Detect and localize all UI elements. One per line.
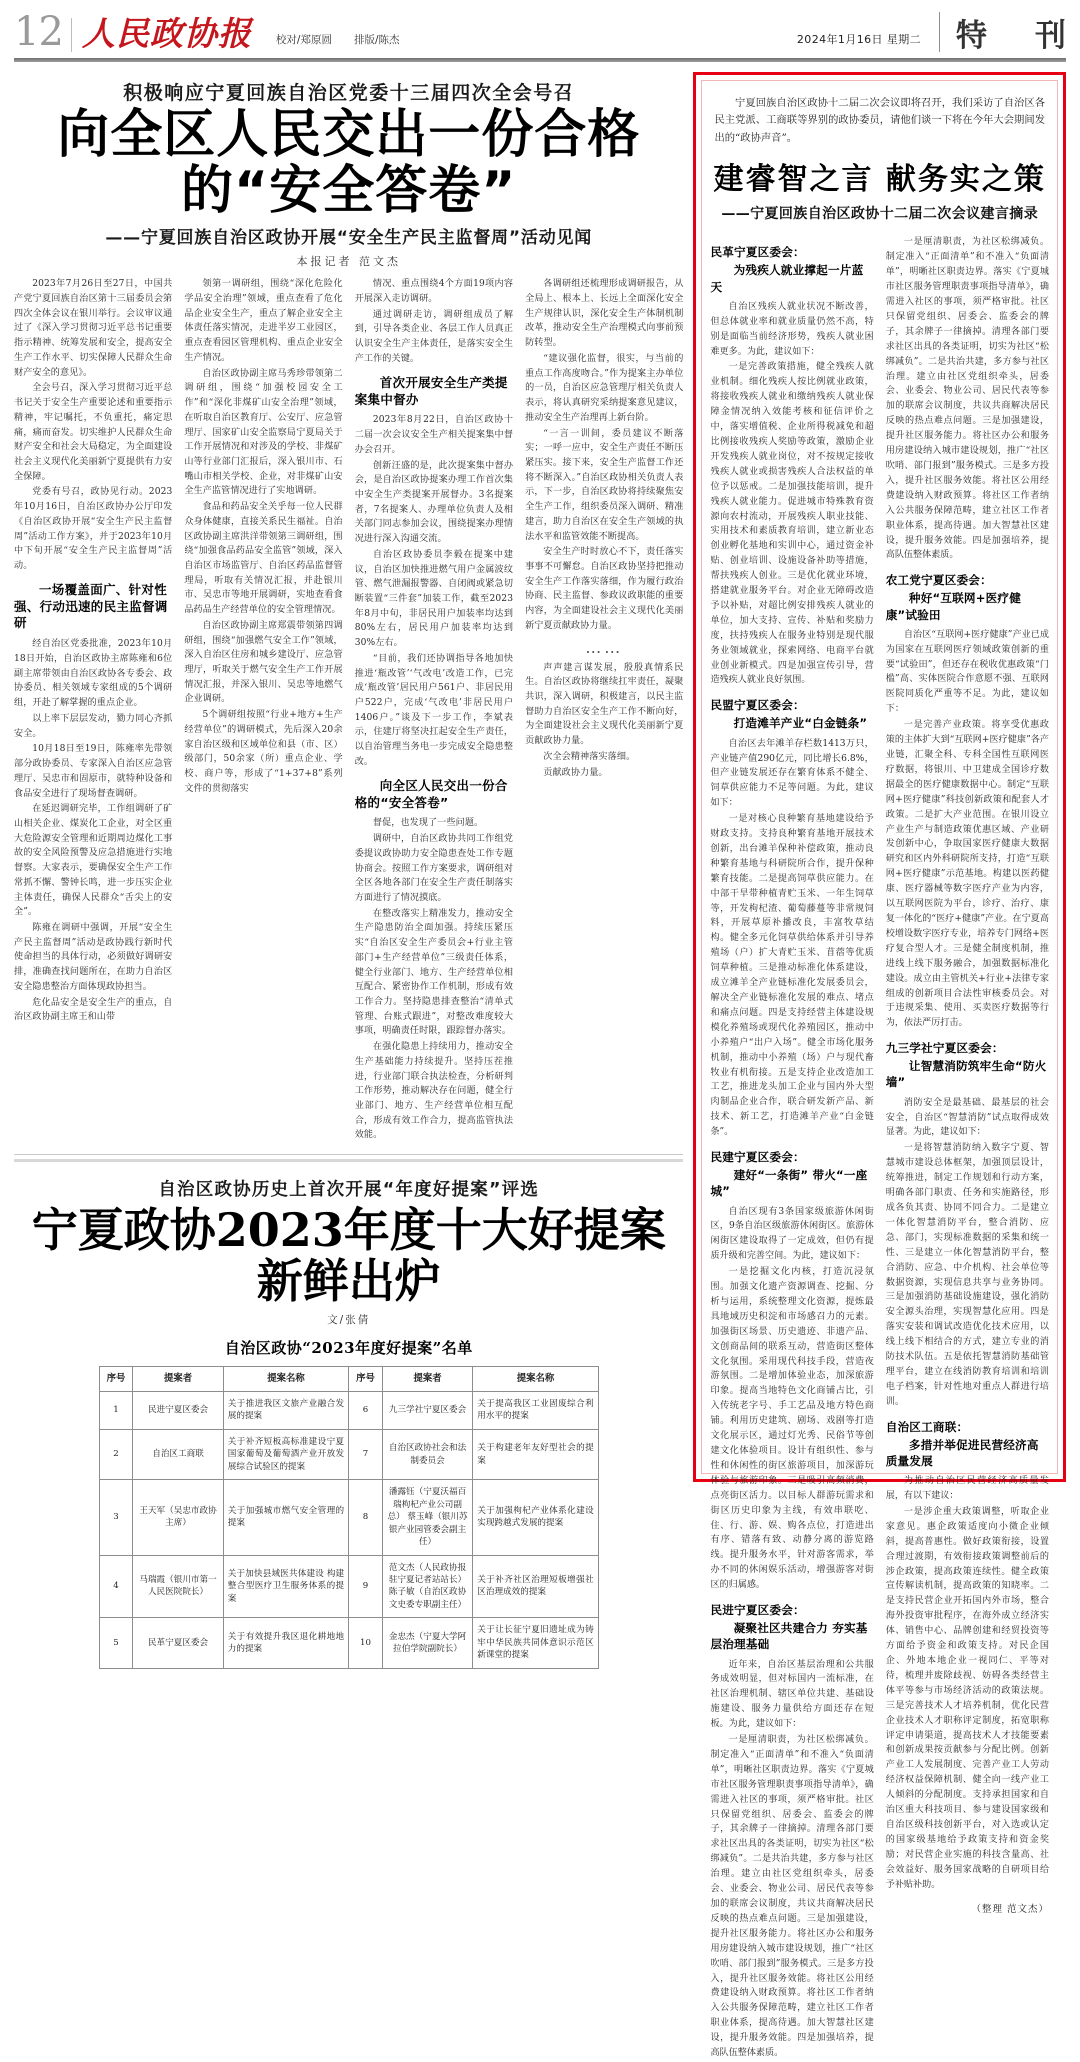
cell-seq: 4 xyxy=(99,1555,133,1618)
paragraph: 近年来，自治区基层治理和公共服务成效明显，但对标国内一流标准，在社区治理机制、辖区单位共建、基础设施建设、服务力量供给方面还存在短板。为此，建议如下： xyxy=(710,1659,874,1730)
section-char-te: 特 xyxy=(956,18,987,54)
paragraph: 消防安全是最基础、最基层的社会安全，自治区“智慧消防”试点取得成效显著。为此，建议如下： xyxy=(885,1097,1049,1138)
cell-proposer: 民革宁夏区委会 xyxy=(133,1618,223,1668)
paragraph: 督促，也发现了一些问题。 xyxy=(372,818,484,829)
feature-org: 九三学社宁夏区委会： xyxy=(885,1041,1004,1056)
cell-proposal: 关于补齐社区治理短板增强社区治理成效的提案 xyxy=(473,1555,598,1618)
paragraph: 一是厘清职责，为社区松绑减负。制定准入“正面清单”和不准入“负面清单”，明晰社区职责边界。落实《宁夏城市社区服务管理职责事项指导清单》，确需进入社区的事项，须严格审批。社区只保留党组织、居委会、监委会的牌子，其余牌子一律摘掉。清理各部门要求社区出具的各类证明，切实为社区“松绑减负”。二是共治共建，多方参与社区治理。建立由社区党组织牵头，居委会、业委会、物业公司、居民代表等参加的联席会议制度，共议共商解决居民反映的热点难点问题。三是加强建设，提升社区服务能力。将社区办公和服务用房建设纳入城市建设规划，推广“社区吹哨、部门报到”服务模式。三是多方投入，提升社区服务效能。将社区公用经费建设纳入财政预算。将社区工作者纳入公共服务保障范畴，建立社区工作者职业体系，提高待遇。加大智慧社区建设，提升服务效能。四是加强培养，提高队伍整体素质。 xyxy=(710,1735,874,2059)
feature-intro: 宁夏回族自治区政协十二届二次会议即将召开，我们采访了自治区各民主党派、工商联等界别的政协委员，请他们谈一下将在今年大会期间发出的“政协声音”。 xyxy=(714,97,1045,144)
article1-subhead-1: 一场覆盖面广、针对性强、行动迅速的民主监督调研 xyxy=(14,581,168,631)
feature-body xyxy=(886,1096,1049,1410)
page-body xyxy=(14,72,1066,2059)
paragraph-separator-dots: …… xyxy=(585,637,624,657)
paragraph: 一是完善政策措施，健全残疾人就业机制。细化残疾人按比例就业政策，将接收残疾人就业和缴纳残疾人就业保障金情况纳入效能考核和征信评价之中，落实增值税、企业所得税减免和超比例接收残疾人奖励等政策，激励企业开发残疾人就业岗位，对不按规定接收残疾人就业或损害残疾人合法权益的单位予以惩戒。二是加强技能培训，提升残疾人就业能力。促进城市特殊教育资源向农村流动，开展残疾人职业技能、实用技术和素质教育培训，建立新业态创业孵化基地和实训中心，通过资金补贴、创业培训、设施设备补助等措施，帮扶残疾人创业。三是优化就业环境，搭建就业服务平台。对企业无障碍改造予以补贴，对超比例安排残疾人就业的单位，加大支持、宣传、补贴和奖励力度，扶持残疾人在服务业特别是现代服务业领域就业，探索网络、电商平台就业创业新模式。四是加强宣传引导，营造残疾人就业良好氛围。 xyxy=(710,362,874,686)
column-text xyxy=(355,277,513,366)
paragraph: “建议强化监督，很实，与当前的重点工作高度吻合。”作为提案主办单位的一员，自治区应急管理厅相关负责人表示，将认真研究采纳提案意见建议，推动安全生产治理再上新台阶。 xyxy=(525,353,684,423)
article-2 xyxy=(14,1176,683,1669)
publication-date: 2024年1月16日 星期二 xyxy=(796,33,921,46)
cell-proposer: 马瑞霞（银川市第一人民医院院长） xyxy=(133,1555,223,1618)
paragraph: 一是涉企重大政策调整，听取企业家意见。惠企政策适度向小微企业倾斜，提高普惠性。做好政策衔接，设置合理过渡期，有效衔接政策调整前后的涉企政策，提高政策连续性。健全政策宣传解读机制，提高政策的知晓率。二是支持民营企业开拓国内外市场，整合海外投资审批程序，在海外成立经济实体、销售中心、品牌创建和经贸投资等方面给予资金和政策支持。对民企国企、外地本地企业一视同仁、平等对待，梳理并废除歧视、妨碍各类经营主体平等参与市场经济活动的政策法规。三是完善技术人才培养机制，优化民营企业技术人才职称评定制度，拓宽职称评定申请渠道，提高技术人才技能要素和创新成果按贡献参与分配比例。创新产业工人发展制度、完善产业工人劳动经济权益保障机制、健全向一线产业工人倾斜的分配制度。支持承担国家和自治区重大科技项目、参与建设国家级和自治区级科技创新平台，对入选或认定的国家级基地给予政策支持和资金奖励；对民营企业实施的科技含量高、社会效益好、服务国家战略的自研项目给予补贴补助。 xyxy=(885,1506,1049,1890)
paragraph: 5个调研组按照“行业+地方+生产经营单位”的调研模式，先后深入20余家自治区级和区域单位和县（市、区）级部门，50余家（所）重点企业、学校、商户等，形成了“1+37+8”系列文件的贯彻落实 xyxy=(184,710,343,794)
cell-seq: 8 xyxy=(349,1480,383,1555)
table-row xyxy=(99,1392,598,1430)
cell-proposer: 范文杰（人民政协报驻宁夏记者站站长） 陈子敏（自治区政协文史委专职副主任） xyxy=(382,1555,472,1618)
masthead xyxy=(14,0,1066,55)
paragraph: 一是厘清职责，为社区松绑减负。制定准入“正面清单”和不准入“负面清单”，明晰社区职责边界。落实《宁夏城市社区服务管理职责事项指导清单》，确需进入社区的事项，须严格审批。社区只保留党组织、居委会、监委会的牌子，其余牌子一律摘掉。清理各部门要求社区出具的各类证明，切实为社区“松绑减负”。二是共治共建，多方参与社区治理。建立由社区党组织牵头，居委会、业委会、物业公司、居民代表等参加的联席会议制度，共议共商解决居民反映的热点难点问题。三是加强建设，提升社区服务能力。将社区办公和服务用房建设纳入城市建设规划，推广“社区吹哨、部门报到”服务模式。三是多方投入，提升社区服务效能。将社区公用经费建设纳入财政预算。将社区工作者纳入公共服务保障范畴，建立社区工作者职业体系，提高待遇。加大智慧社区建设，提升服务效能。四是加强培养，提高队伍整体素质。 xyxy=(885,237,1049,561)
page-number: 12 xyxy=(14,9,63,55)
proposal-table xyxy=(99,1366,599,1668)
paragraph: 经自治区党委批准，2023年10月18日开始，自治区政协主席陈雍和6位副主席带领由自治区政协各专委会、政协委员、相关领域专家组成的5个调研组，开赴了解掌握的重点企业。 xyxy=(14,639,173,709)
cell-proposal: 关于构建老年友好型社会的提案 xyxy=(473,1429,598,1479)
th-seq-1: 序号 xyxy=(99,1367,133,1392)
cell-proposal: 关于有效提升我区退化耕地地力的提案 xyxy=(223,1618,348,1668)
cell-proposer: 九三学社宁夏区委会 xyxy=(382,1392,472,1430)
article1-column-2 xyxy=(184,277,342,1144)
paragraph: 以上率下层层发动，勠力同心齐抓安全。 xyxy=(14,713,173,739)
proposal-table-body xyxy=(99,1392,598,1669)
paragraph: 次全会精神落实落细。 xyxy=(543,751,636,762)
article1-kicker: 积极响应宁夏回族自治区党委十三届四次全会号召 xyxy=(123,82,575,104)
paragraph: 各调研组还梳理形成调研报告，从全局上、根本上、长远上全面深化安全生产规律认识，深化安全生产体制机制改革，推动安全生产治理模式向事前预防转型。 xyxy=(525,279,684,349)
masthead-credits xyxy=(276,32,400,52)
paragraph: 食品和药品安全关乎每一位人民群众身体健康，直接关系民生福祉。自治区政协副主席洪洋带领第三调研组，围绕“加强食品药品安全监管”领域，深入自治区市场监管厅、自治区药品监督管理局，听取有关情况汇报，并赴银川市、吴忠市等地开展调研，实地查看食品药品生产经营单位的安全管理情况。 xyxy=(184,502,343,616)
cell-proposal: 关于让长征宁夏旧遗址成为铸牢中华民族共同体意识示范区新课堂的提案 xyxy=(473,1618,598,1668)
column-text xyxy=(14,277,172,573)
paragraph: 陈雍在调研中强调，开展“安全生产民主监督周”活动是政协践行新时代使命担当的具体行动，必须做好调研安排，准确查找问题所在，在助力自治区安全隐患整治方面体现政协担当。 xyxy=(14,922,173,992)
paragraph: 自治区现有3条国家级旅游休闲街区，9条自治区级旅游休闲街区。旅游休闲街区建设取得了一定成效，但仍有提质升级和完善空间。为此，建议如下： xyxy=(710,1206,874,1262)
paragraph: 通过调研走访，调研组成员了解到，引导各类企业、各层工作人员真正认识安全生产主体责任，是落实安全生产工作的关键。 xyxy=(354,309,514,364)
feature-org: 民建宁夏区委会： xyxy=(710,1150,805,1165)
paragraph: 为推动自治区民营经济高质量发展，有以下建议： xyxy=(885,1476,1049,1502)
paragraph: 2023年8月22日，自治区政协十二届一次会议安全生产相关提案集中督办会召开。 xyxy=(354,415,514,455)
feature-proposal-title: 为残疾人就业撑起一片蓝天 xyxy=(710,263,864,294)
cell-proposer: 自治区工商联 xyxy=(133,1429,223,1479)
feature-column-2 xyxy=(886,235,1049,2062)
cell-proposal: 关于加强城市燃气安全管理的提案 xyxy=(223,1480,348,1555)
cell-proposal: 关于补齐短板高标准建设宁夏国家葡萄及葡萄酒产业开放发展综合试验区的提案 xyxy=(223,1429,348,1479)
paragraph: 10月18日至19日，陈雍率先带领部分政协委员、专家深入自治区应急管理厅、吴忠市和固原市，就特种设备和食品安全进行了现场督查调研。 xyxy=(14,744,173,799)
article2-title: 宁夏政协2023年度十大好提案新鲜出炉 xyxy=(31,1203,666,1308)
paragraph: 在整改落实上精准发力，推动安全生产隐患防治全面加强。持续压紧压实“自治区安全生产委员会+行业主管部门+生产经营单位”三级责任体系，健全行业部门、地方、生产经营单位相互配合、紧密协作工作机制，形成有效工作合力。坚持隐患排查整治“清单式管理、台账式跟进”，对整改难度较大事项，明确责任时限，跟踪督办落实。 xyxy=(354,908,514,1037)
feature-zone xyxy=(693,72,1066,2059)
paragraph: 安全生产时时放心不下，责任落实事事不可懈怠。自治区政协坚持把推动安全生产工作落实落细，作为履行政治协商、民主监督、参政议政职能的重要内容，为全面建设社会主义现代化美丽新宁夏贡献政协力量。 xyxy=(525,547,684,631)
article1-subhead-3: 向全区人民交出一份合格的“安全答卷” xyxy=(354,777,508,810)
table-row xyxy=(99,1480,598,1555)
feature-org: 自治区工商联： xyxy=(885,1419,969,1434)
feature-proposal-title: 多措并举促进民营经济高质量发展 xyxy=(885,1437,1039,1468)
cell-proposer: 自治区政协社会和法制委员会 xyxy=(382,1429,472,1479)
paragraph: 调研中，自治区政协共同工作组党委提议政协助力安全隐患查处工作专题协商会。按照工作方案要求，调研组对全区各地各部门在安全生产责任制落实方面进行了情况摸底。 xyxy=(354,834,514,903)
article-separator-rule-thick xyxy=(14,1159,683,1162)
paragraph: 贡献政协力量。 xyxy=(543,767,608,778)
table-row xyxy=(99,1429,598,1479)
paragraph: 党委有号召，政协见行动。2023年10月16日，自治区政协办公厅印发《自治区政协开展“安全生产民主监督周”活动工作方案》，并于2023年10月中下旬开展“安全生产民主监督周”活动。 xyxy=(14,487,173,571)
article1-column-4 xyxy=(525,277,683,1144)
masthead-divider-2 xyxy=(939,12,940,52)
cell-proposal: 关于加快县域医共体建设 构建整合型医疗卫生服务体系的提案 xyxy=(223,1555,348,1618)
feature-body xyxy=(710,1205,873,1594)
feature-inner-box xyxy=(701,80,1058,2059)
feature-body xyxy=(710,737,873,1140)
paragraph: 自治区政协副主席郑震带领第四调研组，围绕“加强燃气安全工作”领域，深入自治区住房和城乡建设厅、应急管理厅，听取关于燃气安全生产工作开展情况汇报，并深入银川、吴忠等地燃气企业调研。 xyxy=(184,620,343,705)
feature-body xyxy=(886,1474,1049,1892)
proposal-table-title: 自治区政协“2023年度好提案”名单 xyxy=(224,1339,473,1358)
article-separator-rule xyxy=(14,1154,683,1155)
feature-org: 农工党宁夏区委会： xyxy=(885,573,992,588)
paper-name: 人民政协报 xyxy=(81,14,252,53)
feature-proposal-title: 建好“一条街” 带火“一座城” xyxy=(710,1168,868,1199)
paragraph: 一是对核心良种繁育基地建设给予财政支持。支持良种繁育基地开展技术创新，出台滩羊保种补偿政策，推动良种繁育基地与科研院所合作，提升保种繁育技能。二是提高饲草供应能力。在中部干旱带种植青贮玉米、一年生饲草等，开发枸杞渣、葡萄藤蔓等非常规饲料，开展草原补播改良，丰富牧草结构。健全多元化饲草供给体系并引导养殖场（户）扩大青贮玉米、苜蓿等优质饲草种植。三是推动标准化体系建设，成立滩羊全产业链标准化发展委员会，解决全产业链标准化发展的难点、堵点和痛点问题。四是支持经营主体建设规模化养殖场或现代化养殖园区，推动中小养殖户“出户入场”。健全市场化服务机制，推动中小养殖（场）户与现代畜牧业有机衔接。五是支持企业改造加工工艺，推进龙头加工企业与国内外大型肉制品企业合作，联合研发新产品、新技术、新工艺，打造滩羊产业“白金链条”。 xyxy=(710,814,874,1138)
paragraph: 情况、重点围绕4个方面19项内容开展深入走访调研。 xyxy=(354,279,514,305)
feature-org: 民盟宁夏区委会： xyxy=(710,698,805,713)
article1-columns xyxy=(14,277,683,1144)
feature-body-continued xyxy=(886,235,1049,563)
feature-body xyxy=(710,1658,873,2061)
column-text xyxy=(355,413,513,769)
paragraph: 自治区残疾人就业状况不断改善，但总体就业率和就业质量仍然不高，特别是面临当前经济形势，残疾人就业困难更多。为此，建议如下： xyxy=(710,301,874,357)
column-text xyxy=(355,816,513,1143)
th-proposer-2: 提案者 xyxy=(382,1367,472,1392)
cell-seq: 10 xyxy=(349,1618,383,1668)
article1-subtitle: ——宁夏回族自治区政协开展“安全生产民主监督周”活动见闻 xyxy=(105,228,593,249)
feature-columns xyxy=(710,235,1049,2062)
article1-title: 向全区人民交出一份合格的“安全答卷” xyxy=(57,105,641,222)
paragraph: 自治区去年滩羊存栏数1413万只，产业链产值290亿元，同比增长6.8%，但产业链发展还存在繁育体系不健全、饲草供应能力不足等问题。为此，建议如下： xyxy=(710,738,874,809)
feature-proposal-title: 打造滩羊产业“白金链条” xyxy=(733,716,868,731)
paragraph: 自治区政协副主席马秀珍带领第二调研组，围绕“加强校园安全工作”和“深化非煤矿山安全治理”领域，在听取自治区教育厅、公安厅、应急管理厅、国家矿山安全监察局宁夏局关于工作开展情况和对涉及的学校、非煤矿山等行业部门汇报后，深入银川市、石嘴山市相关学校、企业，对非煤矿山安全生产监管情况进行了实地调研。 xyxy=(184,368,343,497)
cell-proposer: 潘露钰（宁夏沃福百瑞枸杞产业公司副总） 蔡玉峰（银川苏银产业园管委会副主任） xyxy=(382,1480,472,1555)
table-row xyxy=(99,1618,598,1668)
cell-proposer: 王天军（吴忠市政协主席） xyxy=(133,1480,223,1555)
feature-body xyxy=(710,300,873,689)
feature-proposal-title: 凝聚社区共建合力 夯实基层治理基础 xyxy=(710,1621,868,1652)
cell-seq: 6 xyxy=(349,1392,383,1430)
paragraph: 在延迟调研完毕，工作组调研了矿山相关企业、煤炭化工企业，对全区重大危险源安全管理和近期周边煤化工事故的安全风险预警及应急措施进行实地督察。大家表示，要确保安全生产工作常抓不懈、警钟长鸣，进一步压实企业主体责任，确保人民群众“舌尖上的安全”。 xyxy=(14,804,173,918)
feature-body xyxy=(886,628,1049,1031)
paragraph: 领第一调研组，围绕“深化危险化学品安全治理”领域，重点查看了危化品企业安全生产，重点了解企业安全主体责任落实情况，走进半岁工业园区，重点查看园区管理机构、重点企业安全生产情况。 xyxy=(184,279,343,363)
cell-proposal: 关于提高我区工业固废综合利用水平的提案 xyxy=(473,1392,598,1430)
th-seq-2: 序号 xyxy=(349,1367,383,1392)
article1-column-1 xyxy=(14,277,172,1144)
paragraph: 在强化隐患上持续用力，推动安全生产基础能力持续提升。坚持压茬推进，行业部门联合执法检查，分析研判工作形势，推动解决存在问题，健全行业部门、地方、生产经营单位相互配合，形成有效工作合力，提高监管执法效能。 xyxy=(354,1042,514,1141)
cell-seq: 3 xyxy=(99,1480,133,1555)
masthead-divider xyxy=(71,18,72,52)
proofreader-credit: 校对/郑原圆 xyxy=(275,34,332,46)
th-proposer-1: 提案者 xyxy=(133,1367,223,1392)
article1-byline: 本报记者 范文杰 xyxy=(296,255,401,269)
paragraph: 危化品安全是安全生产的重点，自治区政协副主席王和山带 xyxy=(14,997,173,1023)
column-text xyxy=(14,637,172,1025)
cell-proposal: 关于推进我区文旅产业融合发展的提案 xyxy=(223,1392,348,1430)
cell-seq: 2 xyxy=(99,1429,133,1479)
th-proposal-1: 提案名称 xyxy=(223,1367,348,1392)
article1-subhead-2: 首次开展安全生产类提案集中督办 xyxy=(354,374,508,407)
paragraph: 2023年7月26日至27日，中国共产党宁夏回族自治区第十三届委员会第四次全体会议在银川举行。会议审议通过了《深入学习贯彻习近平总书记重要指示精神、统筹发展和安全，提高安全生产工作水平、切实保障人民群众生命财产安全的意见》。 xyxy=(14,279,173,378)
cell-proposer: 金忠杰（宁夏大学阿拉伯学院副院长） xyxy=(382,1618,472,1668)
column-text xyxy=(184,277,342,796)
cell-seq: 1 xyxy=(99,1392,133,1430)
paragraph: 声声建言谋发展，殷殷真情系民生。自治区政协将继续扛牢责任，凝聚共识，深入调研，积极建言，以民主监督助力自治区安全生产工作不断向好，为全面建设社会主义现代化美丽新宁夏贡献政协力量。 xyxy=(525,662,684,747)
th-proposal-2: 提案名称 xyxy=(473,1367,598,1392)
feature-title: 建睿智之言 献务实之策 xyxy=(713,161,1046,197)
cell-proposal: 关于加强枸杞产业体系化建设实现跨越式发展的提案 xyxy=(473,1480,598,1555)
paragraph: “一言一训间，委员建议不断落实；一呼一应中，安全生产责任不断压紧压实。接下来，安全生产监督工作还将不断深入。”自治区政协相关负责人表示，下一步，自治区政协将持续聚焦安全生产工作，组织委员深入调研、精准建言，助力自治区在安全生产领域的执法水平和监管效能不断提高。 xyxy=(525,428,684,542)
table-row xyxy=(99,1555,598,1618)
paragraph: 一是挖掘文化内核，打造沉浸氛围。加强文化遗产资源调查、挖掘、分析与运用，系统整理文化资源，提炼最具地域历史积淀和市场感召力的元素。加强街区场景、历史遗迹、非遗产品、文创商品间的联系互动，营造街区整体文化氛围。采用现代科技手段，营造夜游氛围。二是增加体验业态，加深旅游印象。提高当地特色文化商铺占比，引入传统老字号、手工艺品及地方特色商铺。利用历史建筑、剧场、戏剧等打造文化展示区，通过灯光秀、民俗节等创建文化体验项目。设计有组织性、参与性和休闲性的街区旅游项目，加深游玩体验与旅游印象。三是吸引高频消费，点亮街区活力。以目标人群游玩需求和街区历史印象为主线，有效串联吃、住、行、游、娱、购各点位，打造进出有序、错落有致、动静分离的游览路线。提升服务水平，针对游客需求，举办不同的休闲娱乐活动，增强游客对街区的归属感。 xyxy=(710,1267,874,1591)
feature-proposal-title: 种好“互联网+医疗健康”试验田 xyxy=(885,591,1021,622)
feature-red-box xyxy=(693,72,1066,2059)
article2-kicker: 自治区政协历史上首次开展“年度好提案”评选 xyxy=(158,1180,540,1201)
feature-column-1 xyxy=(710,235,873,2062)
column-text xyxy=(525,277,683,633)
feature-org: 民革宁夏区委会： xyxy=(710,245,805,260)
cell-seq: 9 xyxy=(349,1555,383,1618)
paragraph: 一是完善产业政策。将享受优惠政策的主体扩大到“互联网+医疗健康”各产业链，汇聚全科、专科全国性互联网医疗数据，将银川、中卫建成全国诊疗数据最全的医疗健康数据中心。制定“互联网+医疗健康”科技创新政策和配套人才政策。二是扩大产业范围。在银川设立产业生产与制造政策优惠区域、产业研发创新中心，争取国家医疗健康大数据研究和区内外科研院所支持，打造“互联网+医疗健康”示范基地。构建以医药健康、医疗器械等数字医疗产业为内容，以互联网医院为平台，诊疗、治疗、康复一体化的“医疗+健康”产业。在宁夏高校增设数字医疗专业，培养专门网络+医疗复合型人才。三是健全制度机制，推进线上线下服务融合，加强数据标准化建设。成立由主管机关+行业+法律专家组成的创新项目合法性审核委员会。对于违规采集、使用、买卖医疗数据等行为，依法严厉打击。 xyxy=(885,720,1049,1029)
layout-editor-credit: 排版/陈杰 xyxy=(353,34,400,46)
section-char-kan: 刊 xyxy=(1035,18,1066,54)
article1-column-3 xyxy=(355,277,513,1144)
paragraph: 创新汪盛的是，此次提案集中督办会，是自治区政协提案办理工作首次集中安全生产类提案开展督办。3名提案者，7名提案人、办理单位负责人及相关部门同志参加会议，围绕提案办理情况进行深入沟通交流。 xyxy=(354,460,514,545)
feature-subtitle: ——宁夏回族自治区政协十二届二次会议建言摘录 xyxy=(721,206,1039,223)
feature-credit: （整理 范文杰） xyxy=(971,1903,1049,1915)
feature-org: 民进宁夏区委会： xyxy=(710,1603,805,1618)
cell-proposer: 民进宁夏区委会 xyxy=(133,1392,223,1430)
table-header-row xyxy=(99,1367,598,1392)
feature-proposal-title: 让智慧消防筑牢生命“防火墙” xyxy=(885,1059,1047,1090)
cell-seq: 7 xyxy=(349,1429,383,1479)
paragraph: “目前，我们还协调指导各地加快推进‘瓶改管’‘气改电’改造工作，已完成‘瓶改管’居民用户561户、非居民用户522户，完成‘气改电’非居民用户1406户。”谈及下一步工作，李斌表示，住建厅将坚决扛起安全生产责任，以自治管理当务电一步完成安全隐患整改。 xyxy=(354,653,514,767)
header-rule xyxy=(14,58,1066,62)
paragraph: 一是将智慧消防纳入数字宁夏、智慧城市建设总体框架，加强顶层设计，统筹推进，制定工作规划和行动方案，明确各部门职责、任务和实施路径，形成各负其责、协同不同合力。二是建立一体化智慧消防平台，整合消防、应急、部门，实现标准数据的采集和统一性、三是建立一体化智慧消防平台，整合消防、应急、中介机构、社会单位等数据资源，实现信息共享与业务协同。三是加强消防基础设施建设，强化消防安全源头治理，实现智慧化应用。四是落实安装和调试改造优化技术应用，以线上线下相结合的方式，建立专业的消防技术队伍。五是依托智慧消防基础管理平台，建立在线消防教育培训和培训电子档案，针对性地对重点人群进行培训。 xyxy=(885,1143,1049,1407)
paragraph: 自治区政协委员李毅在提案中建议，自治区加快推进燃气用户金属波纹管、燃气泄漏报警器、自闭阀或紧急切断装置“三件套”加装工作，截至2023年8月中旬，非居民用户加装率均达到80%左右，居民用户加装率均达到30%左右。 xyxy=(354,549,514,649)
left-article-zone xyxy=(14,72,684,1661)
column-text xyxy=(525,661,683,781)
cell-seq: 5 xyxy=(99,1618,133,1668)
paragraph: 自治区“互联网+医疗健康”产业已成为国家在互联网医疗领域政策创新的重要“试验田”，但还存在税收优惠政策“门槛”高、实体医院合作意愿不强、互联网医院同质化严重等不足。为此，建议如下： xyxy=(885,629,1049,715)
paragraph: 全会号召，深入学习贯彻习近平总书记关于安全生产重要论述和重要指示精神，牢记嘱托，不负重托，痛定思痛，痛而奋发。切实维护人民群众生命财产安全和社会大局稳定，为全面建设社会主义现代化美丽新宁夏提供有力安全保障。 xyxy=(14,383,173,482)
article-1 xyxy=(14,78,683,1144)
article2-byline: 文/张倩 xyxy=(327,1314,371,1327)
